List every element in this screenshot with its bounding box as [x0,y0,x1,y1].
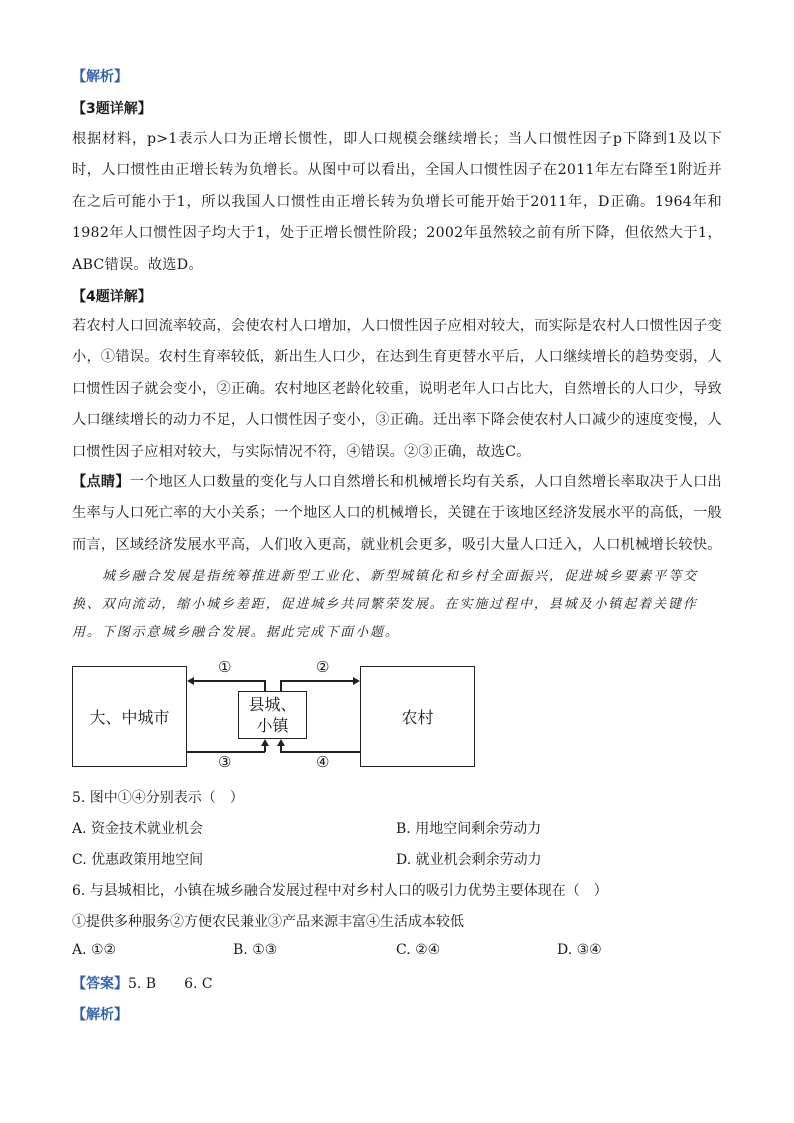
label-4: ④ [316,753,330,771]
village-box: 农村 [360,666,475,767]
q6-stem: 6. 与县城相比，小镇在城乡融合发展过程中对乡村人口的吸引力优势主要体现在（ ） [72,883,608,899]
label-3: ③ [218,753,232,771]
q6-items: ①提供多种服务②方便农民兼业③产品来源丰富④生活成本较低 [72,914,464,930]
county-town-line2: 小镇 [256,716,289,735]
q5-option-c: C. 优惠政策用地空间 [72,852,204,868]
q4-detail-header: 【4题详解】 [72,289,152,305]
q5-stem: 5. 图中①④分别表示（ ） [72,790,244,806]
arrow3-head [261,739,269,746]
q5-option-b: B. 用地空间剩余劳动力 [396,821,542,837]
q6-option-d: D. ③④ [557,942,602,958]
arrow2-head [353,677,360,685]
answer-label: 【答案】 [72,976,128,992]
q6-option-c: C. ②④ [396,942,441,958]
q3-explanation: 根据材料，p>1表示人口为正增长惯性，即人口规模会继续增长；当人口惯性因子p下降到1及以下时，人口惯性由正增长转为负增长。从图中可以看出，全国人口惯性因子在2011年左右降至1附近并在之后可能小于1，所以我国人口惯性由正增长转为负增长可能开始于2011年，D正确。1964年和1982年人口惯性因子均大于1，处于正增长惯性阶段；2002年虽然较之前有所下降，但依然大于1，ABC错误。故选D。 [72,131,722,273]
arrow4-head [277,739,285,746]
label-1: ① [218,658,232,676]
arrow1-horizontal [192,680,265,682]
q6-option-b: B. ①③ [233,942,278,958]
tip-label: 【点睛】 [72,474,130,490]
q5-option-a: A. 资金技术就业机会 [72,821,204,837]
arrow2-vertical [280,680,282,692]
county-town-line1: 县城、 [248,695,297,714]
q6-option-a: A. ①② [72,942,117,958]
arrow1-head [187,677,194,685]
q4-explanation: 若农村人口回流率较高，会使农村人口增加，人口惯性因子应相对较大，而实际是农村人口惯性因子变小，①错误。农村生育率较低，新出生人口少，在达到生育更替水平后，人口继续增长的趋势变弱，人口惯性因子就会变小，②正确。农村地区老龄化较重，说明老年人口占比大，自然增长的人口少，导致人口继续增长的动力不足，人口惯性因子变小，③正确。迁出率下降会使农村人口减少的速度变慢，人口惯性因子应相对较大，与实际情况不符，④错误。②③正确，故选C。 [72,318,722,460]
answer-text: 5. B 6. C [128,976,213,992]
q5-option-d: D. 就业机会剩余劳动力 [396,852,542,868]
tip-text: 一个地区人口数量的变化与人口自然增长和机械增长均有关系，人口自然增长率取决于人口出生率与人口死亡率的大小关系；一个地区人口的机械增长，关键在于该地区经济发展水平的高低，一般而言，区域经济发展水平高，人们收入更高，就业机会更多，吸引大量人口迁入，人口机械增长较快。 [72,474,722,553]
analysis-header: 【解析】 [72,69,128,85]
material-intro: 城乡融合发展是指统筹推进新型工业化、新型城镇化和乡村全面振兴，促进城乡要素平等交换、双向流动，缩小城乡差距，促进城乡共同繁荣发展。在实施过程中，县城及小镇起着关键作用。下图示意城乡融合发展。据此完成下面小题。 [72,569,699,640]
arrow2-horizontal [280,680,354,682]
urban-rural-diagram [72,658,475,771]
arrow1-vertical [264,680,266,692]
answer-line [72,973,213,993]
q3-detail-header: 【3题详解】 [72,101,152,117]
tip-paragraph [72,467,722,561]
label-2: ② [316,658,330,676]
county-town-box [238,691,307,739]
city-box: 大、中城市 [72,666,187,767]
analysis-header-bottom: 【解析】 [72,1007,128,1023]
